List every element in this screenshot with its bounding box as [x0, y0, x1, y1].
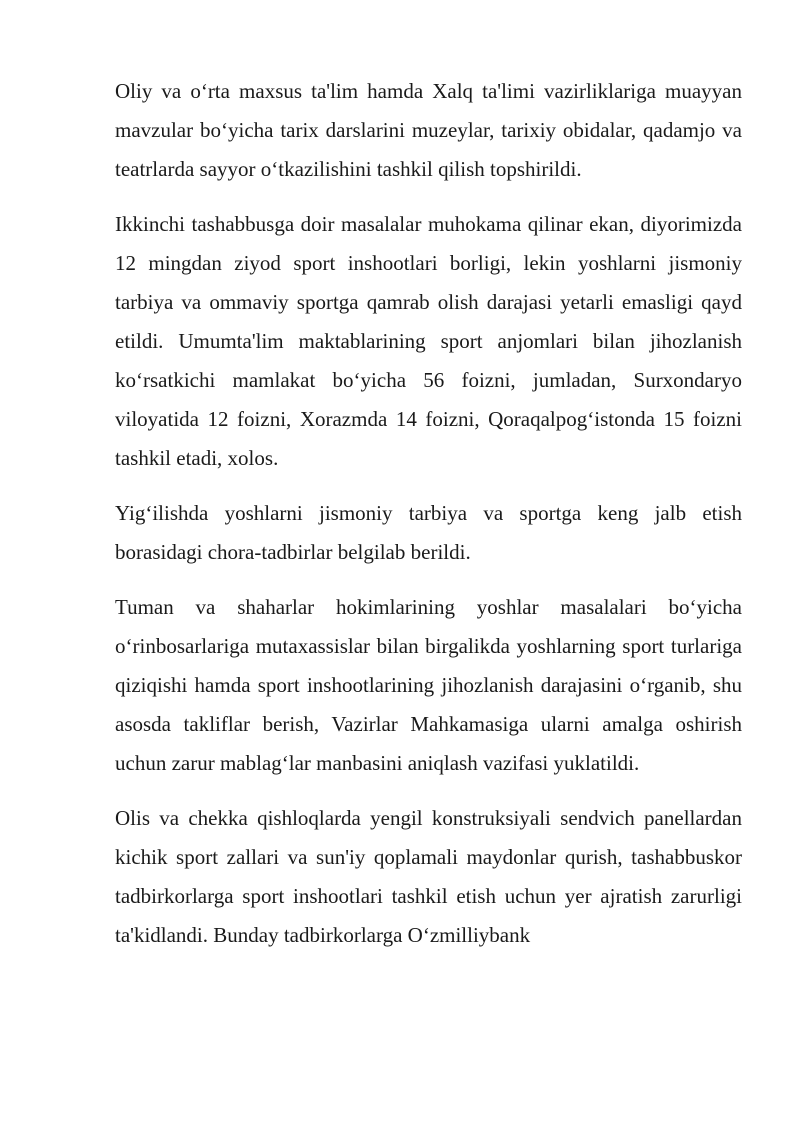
paragraph-2: Ikkinchi tashabbusga doir masalalar muhokama qilinar ekan, diyorimizda 12 mingdan ziyod sport inshootlari borligi, lekin yoshlarni jismoniy tarbiya va ommaviy sportga qamrab olish darajasi yetarli emasligi qayd etildi. Umumta'lim maktablarining sport anjomlari bilan jihozlanish ko‘rsatkichi mamlakat bo‘yicha 56 foizni, jumladan, Surxondaryo viloyatida 12 foizni, Xorazmda 14 foizni, Qoraqalpog‘istonda 15 foizni tashkil etadi, xolos. [115, 212, 742, 470]
paragraph-5: Olis va chekka qishloqlarda yengil konstruksiyali sendvich panellardan kichik sport zallari va sun'iy qoplamali maydonlar qurish, tashabbuskor tadbirkorlarga sport inshootlari tashkil etish uchun yer ajratish zarurligi ta'kidlandi. Bunday tadbirkorlarga O‘zmilliybank [115, 806, 742, 947]
paragraph-1: Oliy va o‘rta maxsus ta'lim hamda Xalq ta'limi vazirliklariga muayyan mavzular bo‘yicha tarix darslarini muzeylar, tarixiy obidalar, qadamjo va teatrlarda sayyor o‘tkazilishini tashkil qilish topshirildi. [115, 79, 742, 181]
paragraph-4: Tuman va shaharlar hokimlarining yoshlar masalalari bo‘yicha o‘rinbosarlariga mutaxassislar bilan birgalikda yoshlarning sport turlariga qiziqishi hamda sport inshootlarining jihozlanish darajasini o‘rganib, shu asosda takliflar berish, Vazirlar Mahkamasiga ularni amalga oshirish uchun zarur mablag‘lar manbasini aniqlash vazifasi yuklatildi. [115, 595, 742, 775]
document-page [115, 72, 742, 971]
paragraph-3: Yig‘ilishda yoshlarni jismoniy tarbiya va sportga keng jalb etish borasidagi chora-tadbirlar belgilab berildi. [115, 501, 742, 564]
